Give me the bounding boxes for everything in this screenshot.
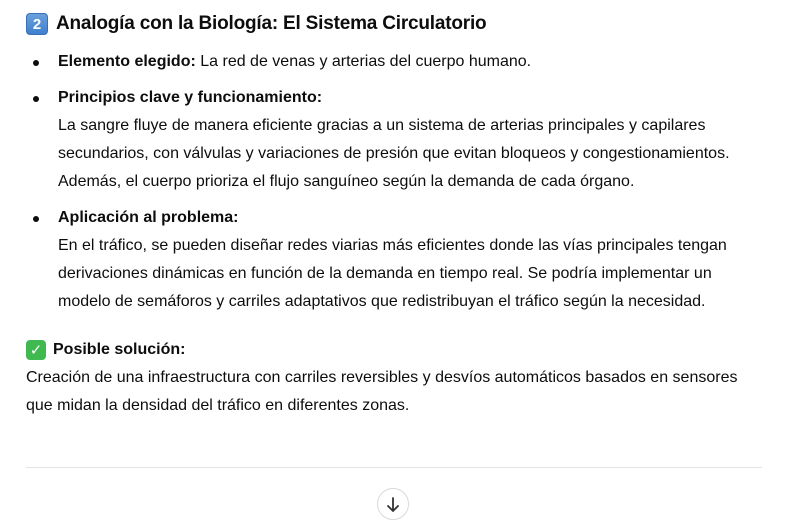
keycap-number-icon: 2 — [26, 13, 48, 35]
bullet-text-line: La sangre fluye de manera eficiente gracias a un sistema de arterias principales y capilares — [58, 117, 706, 134]
section-heading — [26, 12, 766, 36]
bullet-label: Aplicación al problema: — [58, 209, 239, 226]
section-title: Analogía con la Biología: El Sistema Circulatorio — [56, 13, 487, 34]
bullet-text-line: modelo de semáforos y carriles adaptativos que redistribuyan el tráfico según la necesidad. — [58, 293, 706, 310]
bullet-label: Principios clave y funcionamiento: — [58, 89, 323, 106]
solution-label: Posible solución: — [53, 341, 186, 358]
solution-text — [26, 364, 766, 420]
bullet-text: La red de venas y arterias del cuerpo humano. — [195, 53, 532, 70]
bullet-list — [26, 48, 766, 316]
bullet-text-line: En el tráfico, se pueden diseñar redes viarias más eficientes donde las vías principales tengan — [58, 237, 727, 254]
list-item — [26, 84, 766, 196]
divider — [26, 467, 762, 468]
scroll-to-bottom-button[interactable] — [377, 488, 409, 520]
solution-text-line: que midan la densidad del tráfico en diferentes zonas. — [26, 397, 410, 414]
message-content — [26, 0, 766, 420]
list-item — [26, 48, 766, 76]
solution-heading — [26, 336, 766, 364]
bullet-text-line: secundarios, con válvulas y variaciones de presión que evitan bloqueos y congestionamientos. — [58, 145, 730, 162]
arrow-down-icon — [386, 497, 400, 513]
bullet-text-line: derivaciones dinámicas en función de la demanda en tiempo real. Se podría implementar un — [58, 265, 712, 282]
bullet-dot — [33, 216, 39, 222]
bullet-text-line: Además, el cuerpo prioriza el flujo sanguíneo según la demanda de cada órgano. — [58, 173, 635, 190]
bullet-dot — [33, 60, 39, 66]
bullet-dot — [33, 96, 39, 102]
bullet-label: Elemento elegido: — [58, 53, 196, 70]
check-mark-icon: ✓ — [26, 340, 46, 360]
solution-text-line: Creación de una infraestructura con carriles reversibles y desvíos automáticos basados en sensores — [26, 369, 738, 386]
list-item — [26, 204, 766, 316]
